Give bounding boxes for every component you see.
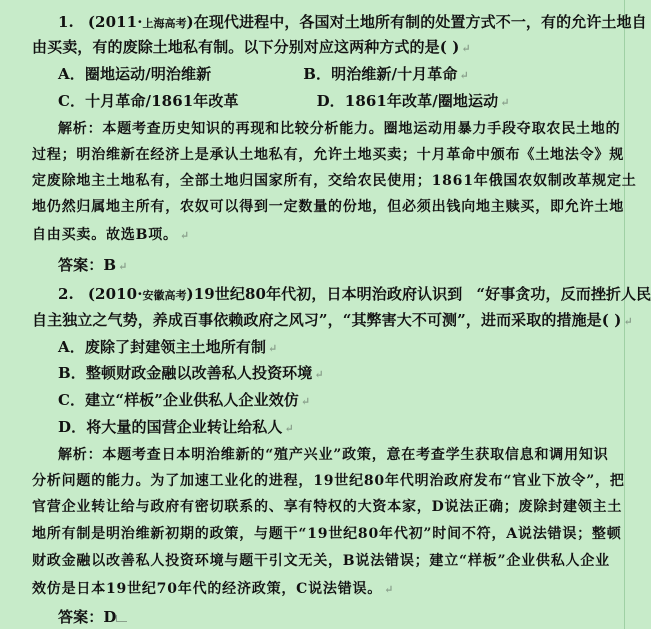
q2-stem-line-2: 自主独立之气势，养成百事依赖政府之风习”，“其弊害大不可测”，进而采取的措施是( ) ↵ [32,311,633,329]
q2-analysis-label: 解析： [58,447,103,463]
paragraph-mark-icon: ↵ [268,342,278,355]
q2-option-d: D．将大量的国营企业转让给私人 [58,418,283,436]
q2-option-a: A．废除了封建领主土地所有制 [58,338,267,356]
q1-answer [58,256,127,276]
q1-analysis-line-2: 过程；明治维新在经济上是承认土地私有，允许土地买卖；十月革命中颁布《土地法令》规 [32,147,624,163]
q1-options-row-2 [58,92,510,112]
q1-stem-line-2: 由买卖，有的废除土地私有制。以下分别对应这两种方式的是( ) ↵ [32,38,471,56]
q2-answer-value: D [103,608,117,626]
q1-answer-value: B [103,256,117,274]
paragraph-mark-icon: ↵ [384,583,395,596]
q2-year: (2010· [87,285,143,303]
q2-number: 2. [58,285,74,303]
q1-number: 1. [58,13,74,31]
q2-analysis-line-5: 财政金融以改善私人投资环境与题干引文无关，B说法错误；建立“样板”企业供私人企业 [32,553,610,569]
q2-analysis-line-2: 分析问题的能力。为了加速工业化的进程，19世纪80年代明治政府发布“官业下放令”，把 [32,473,625,489]
q2-option-c: C．建立“样板”企业供私人企业效仿 [58,391,299,409]
q1-answer-label: 答案： [58,256,104,274]
q1-analysis-line-5: 自由买卖。故选B项。 ↵ [32,227,190,243]
q2-option-d-row [58,418,294,438]
q2-analysis-line-1: 解析：本题考查日本明治维新的“殖产兴业”政策，意在考查学生获取信息和调用知识 [58,447,609,463]
q2-analysis-line-6: 效仿是日本19世纪70年代的经济政策，C说法错误。 ↵ [32,581,395,597]
q1-option-d: D．1861年改革/圈地运动 [316,92,499,110]
paragraph-mark-icon: ↵ [500,96,510,109]
q1-analysis-label: 解析： [58,121,103,137]
paragraph-mark-icon: ↵ [300,395,311,408]
end-of-cell-icon [116,612,132,624]
q1-source: 上海高考 [142,17,187,30]
q1-option-b: B．明治维新/十月革命 [303,65,458,83]
q2-analysis-line-4: 地所有制是明治维新初期的政策，与题干“19世纪80年代初”时间不符，A说法错误；整顿 [32,526,622,542]
q2-option-a-row [58,338,277,358]
q2-option-c-row [58,391,310,411]
q1-analysis-line-1: 解析：本题考查历史知识的再现和比较分析能力。圈地运动用暴力手段夺取农民土地的 [58,121,621,137]
q1-stem-text: )在现代进程中，各国对土地所有制的处置方式不一，有的允许土地自 [186,13,647,31]
q2-answer [58,608,132,626]
q2-option-b-row [58,364,324,384]
q2-answer-label: 答案： [58,608,104,626]
q1-stem-line-1 [58,13,647,33]
q2-stem-text-a: )19世纪80年代初，日本明治政府认识到 [186,285,463,303]
q1-analysis-line-3: 定废除地主土地私有，全部土地归国家所有，交给农民使用；1861年俄国农奴制改革规定土 [32,173,637,189]
q1-option-a: A．圈地运动/明治维新 [58,65,212,83]
paragraph-mark-icon: ↵ [314,368,324,381]
q1-year: (2011· [87,13,143,31]
paragraph-mark-icon: ↵ [118,260,128,273]
q2-source: 安徽高考 [142,289,187,302]
paragraph-mark-icon: ↵ [284,422,294,435]
paragraph-mark-icon: ↵ [623,315,633,328]
q1-analysis-line-4: 地仍然归属地主所有，农奴可以得到一定数量的份地，但必须出钱向地主赎买，即允许土地 [32,199,624,215]
paragraph-mark-icon: ↵ [459,69,469,82]
q1-options-row-1 [58,65,469,85]
paragraph-mark-icon: ↵ [461,42,471,55]
q1-option-c: C．十月革命/1861年改革 [58,92,239,110]
q2-stem-line-1 [58,285,651,305]
q2-stem-text-b: “好事贪功，反而挫折人民 [476,285,651,303]
q2-option-b: B．整顿财政金融以改善私人投资环境 [58,364,313,382]
q2-analysis-line-3: 官营企业转让给与政府有密切联系的、享有特权的大资本家，D说法正确；废除封建领主土 [32,499,623,515]
paragraph-mark-icon: ↵ [179,229,190,242]
